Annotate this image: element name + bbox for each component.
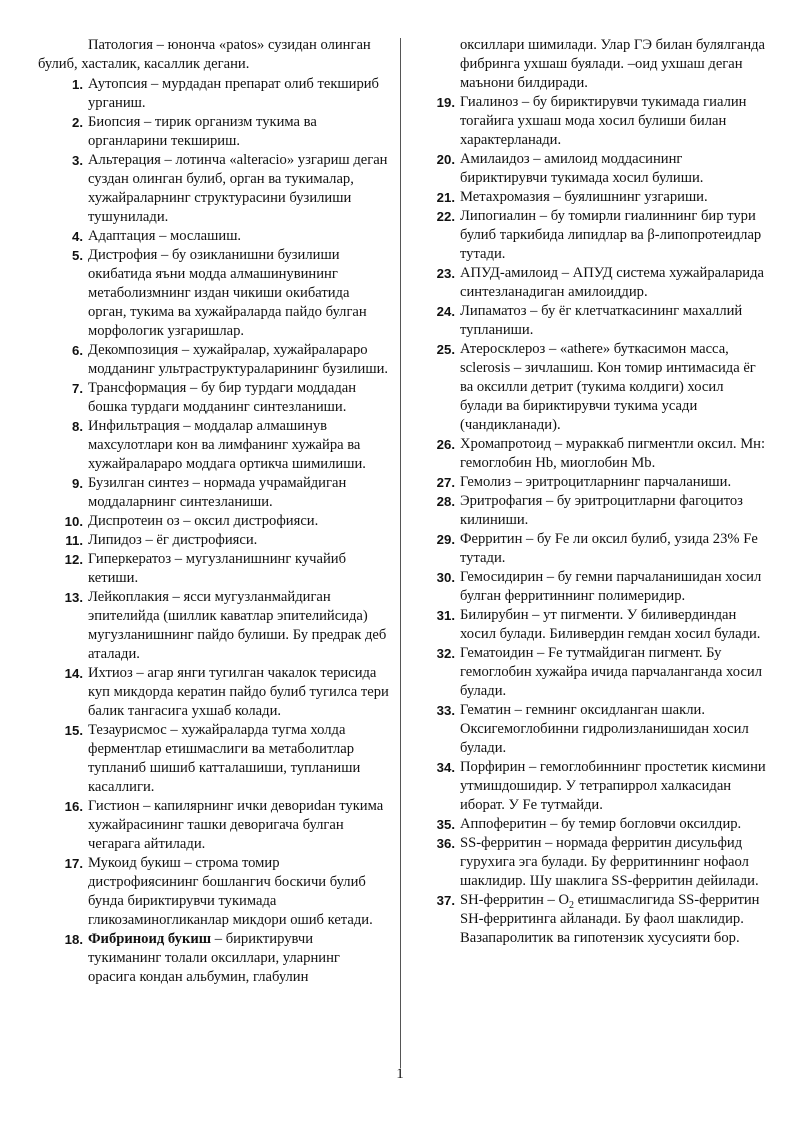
list-item — [410, 473, 766, 492]
item-text: Гистион – капилярнинг ички девориdан тукима хужайрасининг ташки деворигача булган чегарага айтилади. — [88, 798, 384, 852]
item-text: Амилаидоз – амилоид моддасининг бириктирувчи тукимада хосил булиши. — [460, 151, 704, 186]
item-text: Липаматоз – бу ёг клетчаткасининг махаллий тупланиши. — [460, 303, 743, 338]
list-item — [38, 417, 390, 474]
list-item — [410, 207, 766, 264]
list-item — [38, 531, 390, 550]
item-number: 31. — [436, 608, 455, 623]
list-item — [410, 188, 766, 207]
list-item — [38, 75, 390, 113]
term-list-left — [38, 75, 390, 987]
list-item — [410, 758, 766, 815]
right-column — [410, 36, 766, 948]
item-number: 33. — [436, 703, 455, 718]
item-number: 3. — [72, 153, 83, 168]
item-number: 28. — [436, 494, 455, 509]
item-text: Лейкоплакия – ясси мугузланмайдиган эпителийда (шиллик каватлар эпителийсида) мугузланишнинг пайдо булиши. Бу предрак деб аталади. — [88, 589, 387, 662]
list-item — [410, 264, 766, 302]
item-text: Тезаурисмос – хужайраларда тугма холда ферментлар етишмаслиги ва метаболитлар тупланиб шишиб катталашиши, тупланиши касаллиги. — [88, 722, 361, 795]
item-number: 9. — [72, 476, 83, 491]
item-text: Диспротеин оз – оксил дистрофияси. — [88, 513, 319, 529]
item-number: 13. — [64, 590, 83, 605]
list-item — [38, 664, 390, 721]
item-number: 14. — [64, 666, 83, 681]
item-number: 25. — [436, 342, 455, 357]
item-text: – бириктирувчи тукиманинг толали оксиллари, уларнинг орасига кондан альбумин, глабулин — [88, 931, 340, 985]
item-text: SS-ферритин – нормада ферритин дисульфид гурухига эга булади. Бу ферритиннинг нофаол шаклидир. Шу шаклига SS-ферритин дейилади. — [460, 835, 759, 889]
list-item — [38, 341, 390, 379]
list-item — [410, 815, 766, 834]
list-item — [410, 606, 766, 644]
item-number: 1. — [72, 77, 83, 92]
list-item — [38, 797, 390, 854]
item-text: Дистрофия – бу озикланишни бузилиши окибатида яъни модда алмашинувининг метаболизмнинг издан чикиши окибатида орган, тукима ва хужайраларда пайдо булган морфологик узгаришлар. — [88, 247, 367, 339]
item-text: Гематоидин – Fe тутмайдиган пигмент. Бу гемоглобин хужайра ичида парчаланганда хосил булади. — [460, 645, 762, 699]
item-number: 23. — [436, 266, 455, 281]
item-number: 30. — [436, 570, 455, 585]
page-number: 1 — [396, 1066, 404, 1082]
column-divider — [400, 38, 401, 1068]
list-item — [410, 834, 766, 891]
list-item — [38, 379, 390, 417]
list-item — [410, 492, 766, 530]
list-item — [410, 150, 766, 188]
list-item — [410, 435, 766, 473]
list-item — [410, 530, 766, 568]
item-text: Атеросклероз – «athere» буткасимон масса, sclerosis – зичлашиш. Кон томир интимасида ёг ва оксилли детрит (тукима колдиги) хосил булади ва бириктирувчи тукима усади (чандикланади). — [460, 341, 756, 433]
item-number: 20. — [436, 152, 455, 167]
item-18-continuation: оксиллари шимилади. Улар ГЭ билан булялганда фибринга ухшаш буялади. –оид ухшаш деган маънони билдиради. — [460, 37, 766, 91]
item-text: Гемосидирин – бу гемни парчаланишидан хосил булган ферритиннинг полимеридир. — [460, 569, 762, 604]
list-item — [38, 474, 390, 512]
item-text: Гематин – гемнинг оксидланган шакли. Оксигемоглобинни гидролизланишидан хосил булади. — [460, 702, 749, 756]
item-number: 21. — [436, 190, 455, 205]
item-number: 29. — [436, 532, 455, 547]
item-text: Липидоз – ёг дистрофияси. — [88, 532, 258, 548]
item-text: Декомпозиция – хужайралар, хужайралараро модданинг ультраструктураларининг бузилиши. — [88, 342, 389, 377]
item-text: АПУД-амилоид – АПУД система хужайраларида синтезланадиган амилоиддир. — [460, 265, 764, 300]
list-item — [38, 227, 390, 246]
item-number: 18. — [64, 932, 83, 947]
list-item — [38, 854, 390, 930]
item-text: SH-ферритин – O — [460, 892, 569, 908]
item-number: 35. — [436, 817, 455, 832]
item-number: 27. — [436, 475, 455, 490]
intro-paragraph: Патология – юнонча «patos» сузидан олинган булиб, хасталик, касаллик дегани. — [38, 37, 371, 72]
item-text: Эритрофагия – бу эритроцитларни фагоцитоз килиниши. — [460, 493, 743, 528]
list-item — [38, 246, 390, 341]
item-text: Гиперкератоз – мугузланишнинг кучайиб кетиши. — [88, 551, 347, 586]
item-text: Ферритин – бу Fe ли оксил булиб, узида 23% Fe тутади. — [460, 531, 758, 566]
list-item — [410, 701, 766, 758]
list-item — [410, 302, 766, 340]
list-item — [410, 340, 766, 435]
list-item — [38, 930, 390, 987]
item-text: Биопсия – тирик организм тукима ва органларини текшириш. — [88, 114, 317, 149]
item-text: Мукоид букиш – строма томир дистрофиясининг бошлангич боскичи булиб бунда бириктирувчи тукимада гликозаминогликанлар микдори ошиб кетади. — [88, 855, 373, 928]
item-text: етишмаслигида SS-ферритин SH-ферритинга айланади. Бу фаол шаклидир. Вазапаролитик ва гипотензик хусусияти бор. — [460, 892, 760, 946]
list-item — [38, 550, 390, 588]
item-text: Бузилган синтез – нормада учрамайдиган моддаларнинг синтезланиши. — [88, 475, 347, 510]
item-number: 6. — [72, 343, 83, 358]
term-bold: Фибриноид букиш — [88, 931, 212, 947]
item-text: Метахромазия – буялишнинг узгариши. — [460, 189, 708, 205]
list-item — [38, 588, 390, 664]
list-item — [38, 113, 390, 151]
subscript: 2 — [568, 899, 574, 911]
item-number: 10. — [64, 514, 83, 529]
list-item — [38, 512, 390, 531]
item-number: 26. — [436, 437, 455, 452]
item-text: Трансформация – бу бир турдаги моддадан бошка турдаги модданинг синтезланиши. — [88, 380, 357, 415]
item-number: 24. — [436, 304, 455, 319]
left-column — [38, 36, 390, 987]
item-number: 8. — [72, 419, 83, 434]
item-number: 4. — [72, 229, 83, 244]
item-text: Аутопсия – мурдадан препарат олиб текшириб урганиш. — [88, 76, 379, 111]
item-number: 36. — [436, 836, 455, 851]
item-text: Инфильтрация – моддалар алмашинув махсулотлари кон ва лимфанинг хужайра ва хужайралараро моддага ортикча шимилиши. — [88, 418, 366, 472]
list-item — [410, 568, 766, 606]
item-number: 11. — [65, 533, 83, 548]
list-item — [410, 644, 766, 701]
item-text: Альтерация – лотинча «alteracio» узгариш деган суздан олинган булиб, орган ва тукималар, хужайраларнинг структурасини бузилиши тушунилади. — [88, 152, 388, 225]
item-number: 19. — [436, 95, 455, 110]
list-item — [410, 891, 766, 948]
item-number: 22. — [436, 209, 455, 224]
list-item — [38, 151, 390, 227]
item-number: 17. — [64, 856, 83, 871]
item-text: Аппоферитин – бу темир богловчи оксилдир. — [460, 816, 742, 832]
item-text: Ихтиоз – агар янги тугилган чакалок терисида куп микдорда кератин пайдо булиб тугилса тери балик тангасига ухшаб колади. — [88, 665, 389, 719]
item-text: Порфирин – гемоглобиннинг простетик кисмини утмишдошидир. У тетрапиррол халкасидан иборат. У Fe тутмайди. — [460, 759, 766, 813]
item-number: 12. — [64, 552, 83, 567]
item-text: Адаптация – мослашиш. — [88, 228, 242, 244]
item-text: Хромапротоид – мураккаб пигментли оксил. Мн: гемоглобин Hb, миоглобин Mb. — [460, 436, 766, 471]
item-number: 37. — [436, 893, 455, 908]
item-text: Липогиалин – бу томирли гиалиннинг бир тури булиб таркибида липидлар ва β-липопротеидлар тутади. — [460, 208, 762, 262]
item-number: 34. — [436, 760, 455, 775]
item-text: Гиалиноз – бу бириктирувчи тукимада гиалин тогайига ухшаш мода хосил булиши билан характерланади. — [460, 94, 747, 148]
item-number: 2. — [72, 115, 83, 130]
list-item — [38, 721, 390, 797]
item-number: 7. — [72, 381, 83, 396]
list-item — [410, 93, 766, 150]
item-number: 16. — [64, 799, 83, 814]
item-text: Билирубин – ут пигменти. У биливердиндан хосил булади. Биливердин гемдан хосил булади. — [460, 607, 761, 642]
term-list-right — [410, 93, 766, 948]
item-number: 15. — [64, 723, 83, 738]
item-number: 32. — [436, 646, 455, 661]
item-number: 5. — [72, 248, 83, 263]
item-text: Гемолиз – эритроцитларнинг парчаланиши. — [460, 474, 732, 490]
